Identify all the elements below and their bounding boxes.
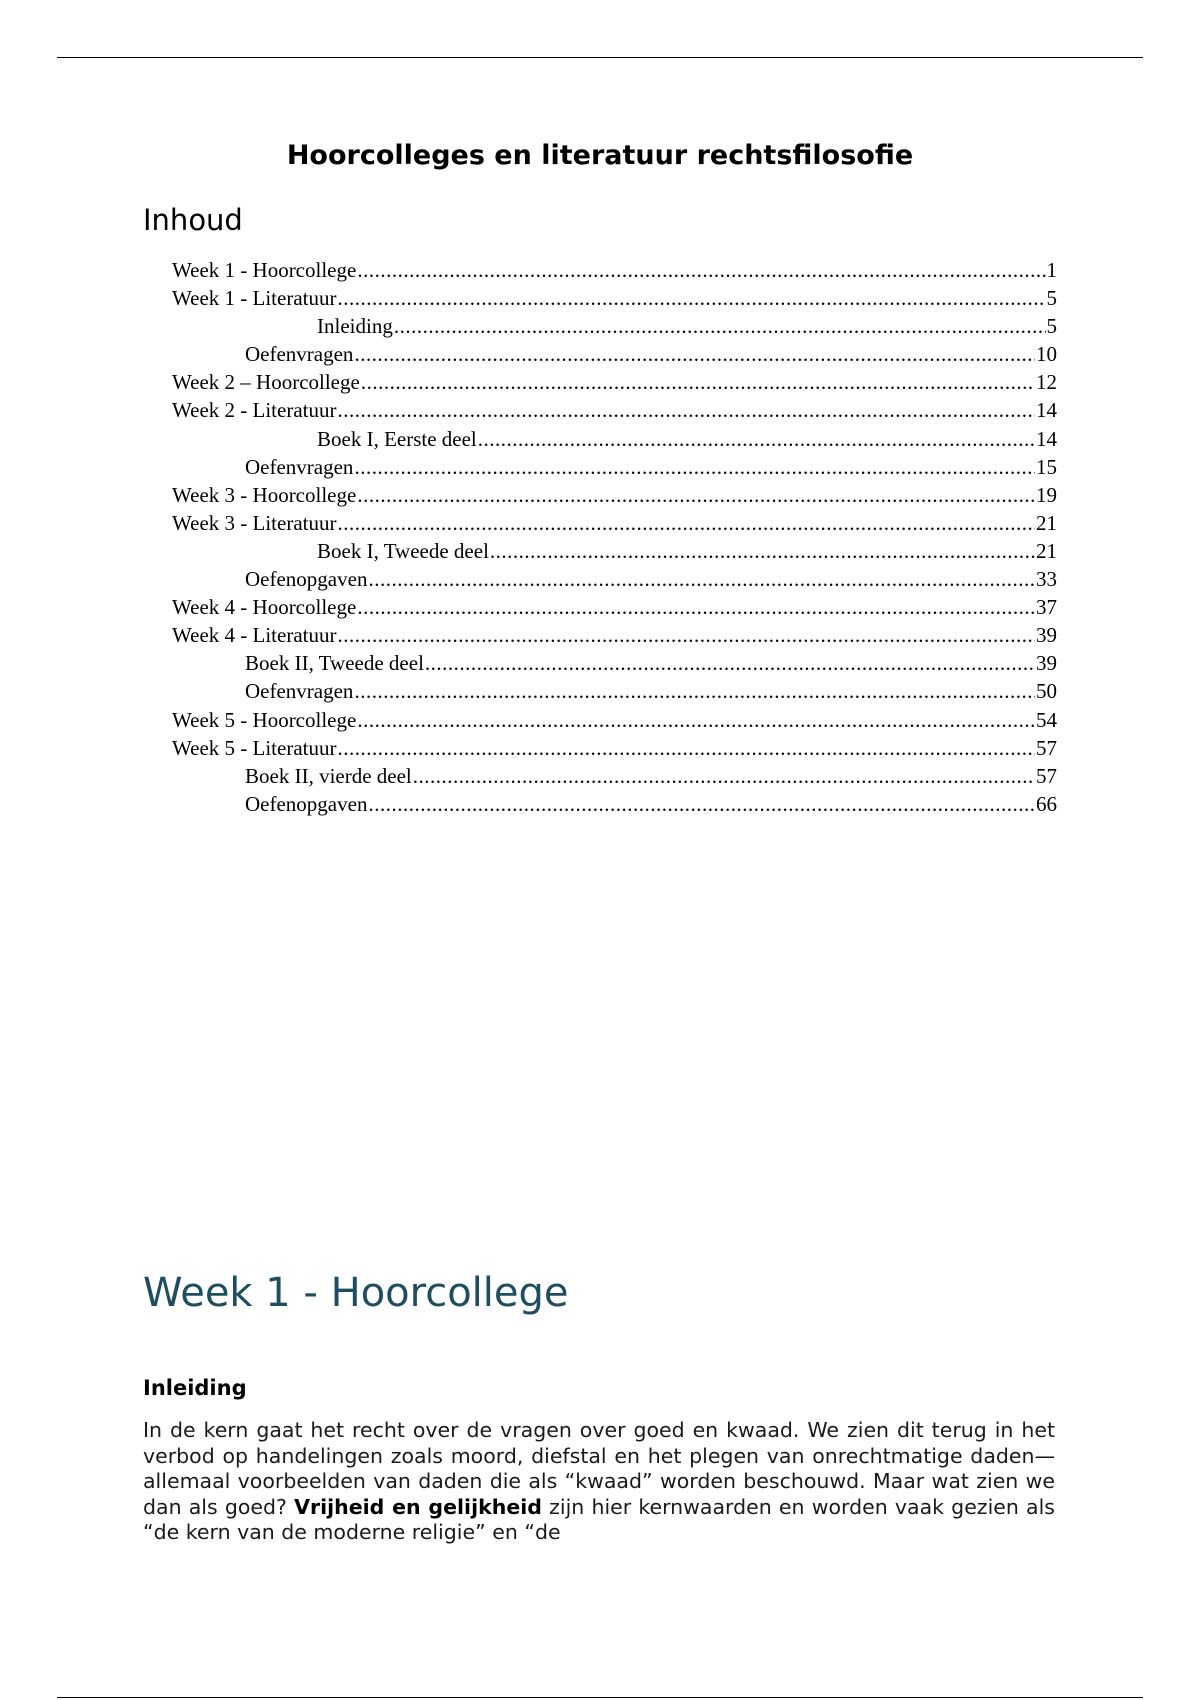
toc-entry[interactable] bbox=[172, 734, 1057, 762]
toc-entry-page: 21 bbox=[1036, 538, 1057, 563]
toc-entry-label: Boek II, vierde deel bbox=[245, 763, 412, 788]
paragraph-text-start: In de kern gaat het recht over de vragen over goed en kwaad. We zien dit terug in het verbod op handelingen zoals moord, diefstal en het plegen van onrechtmatige daden—allemaal voorbeelden van daden die als “kwaad” worden beschouwd. Maar wat zien we dan als goed? bbox=[143, 1418, 1055, 1519]
toc-entry[interactable] bbox=[172, 284, 1057, 312]
toc-dot-leader bbox=[361, 368, 1035, 396]
toc-entry[interactable] bbox=[172, 509, 1057, 537]
toc-entry-label: Oefenvragen bbox=[245, 454, 354, 479]
toc-dot-leader bbox=[354, 677, 1035, 705]
toc-entry-page: 21 bbox=[1036, 510, 1057, 535]
toc-entry-label: Week 2 – Hoorcollege bbox=[172, 370, 360, 395]
toc-entry-label: Oefenopgaven bbox=[245, 791, 368, 816]
toc-dot-leader bbox=[368, 565, 1035, 593]
toc-entry-page: 57 bbox=[1036, 763, 1057, 788]
toc-entry-label: Week 1 - Hoorcollege bbox=[172, 258, 357, 282]
toc-entry[interactable] bbox=[172, 340, 1057, 368]
footer-rule bbox=[57, 1697, 1143, 1698]
toc-entry-page: 15 bbox=[1036, 454, 1057, 479]
toc-entry[interactable] bbox=[172, 706, 1057, 734]
toc-entry[interactable] bbox=[172, 677, 1057, 705]
toc-entry[interactable] bbox=[172, 425, 1057, 453]
toc-entry[interactable] bbox=[172, 621, 1057, 649]
toc-heading: Inhoud bbox=[143, 203, 243, 237]
toc-entry[interactable] bbox=[172, 368, 1057, 396]
toc-entry-page: 66 bbox=[1036, 791, 1057, 816]
toc-dot-leader bbox=[354, 340, 1035, 368]
toc-entry[interactable] bbox=[172, 537, 1057, 565]
toc-entry-page: 14 bbox=[1036, 426, 1057, 451]
toc-entry[interactable] bbox=[172, 256, 1057, 284]
toc-dot-leader bbox=[337, 621, 1035, 649]
toc-entry-page: 50 bbox=[1036, 679, 1057, 704]
toc-entry-label: Boek I, Eerste deel bbox=[317, 426, 477, 451]
toc-dot-leader bbox=[354, 453, 1035, 481]
toc-dot-leader bbox=[337, 509, 1035, 537]
toc-entry-label: Week 3 - Hoorcollege bbox=[172, 482, 357, 507]
toc-entry-label: Week 4 - Literatuur bbox=[172, 623, 337, 648]
toc-entry-page: 1 bbox=[1046, 258, 1057, 282]
toc-dot-leader bbox=[357, 706, 1035, 734]
table-of-contents bbox=[172, 256, 1057, 818]
toc-dot-leader bbox=[368, 790, 1035, 818]
toc-entry[interactable] bbox=[172, 790, 1057, 818]
toc-entry-label: Week 5 - Literatuur bbox=[172, 735, 337, 760]
toc-entry[interactable] bbox=[172, 312, 1057, 340]
toc-dot-leader bbox=[337, 396, 1035, 424]
toc-dot-leader bbox=[337, 284, 1045, 312]
body-paragraph bbox=[143, 1418, 1055, 1546]
toc-entry-page: 39 bbox=[1036, 651, 1057, 676]
toc-dot-leader bbox=[490, 537, 1035, 565]
toc-entry[interactable] bbox=[172, 565, 1057, 593]
toc-entry-label: Oefenopgaven bbox=[245, 567, 368, 592]
toc-entry-page: 57 bbox=[1036, 735, 1057, 760]
toc-dot-leader bbox=[478, 425, 1035, 453]
toc-entry-page: 5 bbox=[1046, 286, 1057, 311]
toc-entry-page: 12 bbox=[1036, 370, 1057, 395]
toc-entry-page: 37 bbox=[1036, 595, 1057, 620]
toc-entry-label: Week 1 - Literatuur bbox=[172, 286, 337, 311]
toc-entry-label: Week 3 - Literatuur bbox=[172, 510, 337, 535]
toc-entry[interactable] bbox=[172, 453, 1057, 481]
paragraph-bold-text: Vrijheid en gelijkheid bbox=[294, 1494, 542, 1519]
toc-entry-page: 5 bbox=[1046, 314, 1057, 339]
toc-entry[interactable] bbox=[172, 396, 1057, 424]
toc-entry-label: Week 2 - Literatuur bbox=[172, 398, 337, 423]
toc-dot-leader bbox=[357, 256, 1045, 284]
toc-entry-page: 54 bbox=[1036, 707, 1057, 732]
section-heading: Week 1 - Hoorcollege bbox=[143, 1270, 569, 1316]
toc-dot-leader bbox=[337, 734, 1035, 762]
toc-entry-label: Oefenvragen bbox=[245, 342, 354, 367]
toc-dot-leader bbox=[357, 593, 1035, 621]
toc-entry-label: Inleiding bbox=[317, 314, 393, 339]
toc-entry-label: Week 5 - Hoorcollege bbox=[172, 707, 357, 732]
toc-entry[interactable] bbox=[172, 762, 1057, 790]
toc-entry[interactable] bbox=[172, 481, 1057, 509]
toc-entry[interactable] bbox=[172, 649, 1057, 677]
toc-entry-label: Boek II, Tweede deel bbox=[245, 651, 424, 676]
toc-entry-page: 19 bbox=[1036, 482, 1057, 507]
toc-entry-page: 10 bbox=[1036, 342, 1057, 367]
paragraph-text-end: zijn hier kernwaarden en worden vaak gezien als “de kern van de moderne religie” en “de bbox=[143, 1494, 1055, 1544]
toc-entry-page: 39 bbox=[1036, 623, 1057, 648]
toc-entry-page: 14 bbox=[1036, 398, 1057, 423]
toc-entry-label: Boek I, Tweede deel bbox=[317, 538, 489, 563]
section-subheading: Inleiding bbox=[143, 1376, 247, 1400]
toc-dot-leader bbox=[413, 762, 1035, 790]
toc-entry-label: Week 4 - Hoorcollege bbox=[172, 595, 357, 620]
toc-entry-page: 33 bbox=[1036, 567, 1057, 592]
document-title: Hoorcolleges en literatuur rechtsfilosofie bbox=[286, 140, 914, 171]
header-rule bbox=[57, 57, 1143, 58]
toc-entry[interactable] bbox=[172, 593, 1057, 621]
toc-dot-leader bbox=[425, 649, 1035, 677]
toc-dot-leader bbox=[357, 481, 1035, 509]
toc-entry-label: Oefenvragen bbox=[245, 679, 354, 704]
toc-dot-leader bbox=[394, 312, 1046, 340]
